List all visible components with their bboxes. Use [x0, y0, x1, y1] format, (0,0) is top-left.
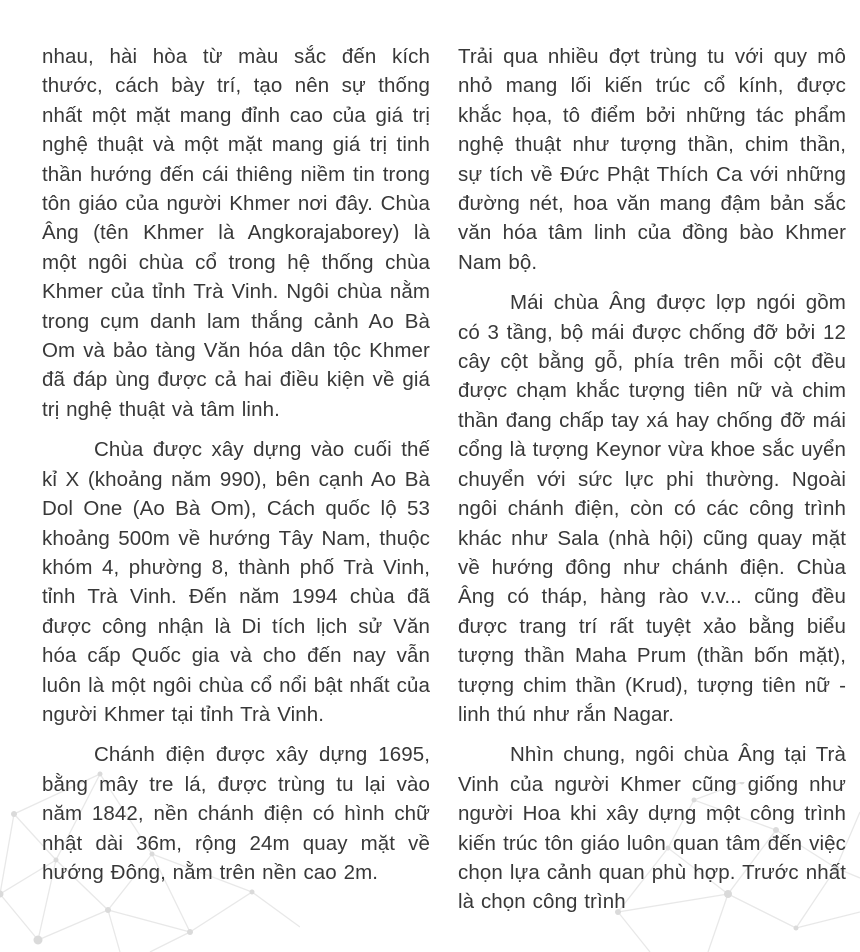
paragraph: nhau, hài hòa từ màu sắc đến kích thước, cách bày trí, tạo nên sự thống nhất một mặt mang đỉnh cao của giá trị nghệ thuật và một mặt mang giá trị tinh thần hướng đến cái thiêng niềm tin trong tôn giáo của người Khmer nơi đây. Chùa Âng (tên Khmer là Angkorajaborey) là một ngôi chùa cổ trong hệ thống chùa Khmer của tỉnh Trà Vinh. Ngôi chùa nằm trong cụm danh lam thắng cảnh Ao Bà Om và bảo tàng Văn hóa dân tộc Khmer đã đáp ùng được cả hai điều kiện về giá trị nghệ thuật và tâm linh. [42, 45, 430, 421]
paragraph: Nhìn chung, ngôi chùa Âng tại Trà Vinh của người Khmer cũng giống như người Hoa khi xây dựng một công trình kiến trúc tôn giáo luôn quan tâm đến việc chọn lựa cảnh quan phù hợp. Trước nhất là chọn công trình [458, 743, 846, 914]
text-column-right [458, 42, 846, 928]
paragraph: Chùa được xây dựng vào cuối thế kỉ X (khoảng năm 990), bên cạnh Ao Bà Dol One (Ao Bà Om), Cách quốc lộ 53 khoảng 500m về hướng Tây Nam, thuộc khóm 4, phường 8, thành phố Trà Vinh, tỉnh Trà Vinh. Đến năm 1994 chùa đã được công nhận là Di tích lịch sử Văn hóa cấp Quốc gia và cho đến nay vẫn luôn là một ngôi chùa cổ nổi bật nhất của người Khmer tại tỉnh Trà Vinh. [42, 438, 430, 726]
text-column-left [42, 42, 430, 928]
paragraph: Trải qua nhiều đợt trùng tu với quy mô nhỏ mang lối kiến trúc cổ kính, được khắc họa, tô điểm bởi những tác phẩm nghệ thuật như tượng thần, chim thần, sự tích về Đức Phật Thích Ca với những đường nét, hoa văn mang đậm bản sắc văn hóa tâm linh của đồng bào Khmer Nam bộ. [458, 45, 846, 274]
paragraph: Mái chùa Âng được lợp ngói gồm có 3 tầng, bộ mái được chống đỡ bởi 12 cây cột bằng gỗ, phía trên mỗi cột đều được chạm khắc tượng tiên nữ và chim thần đang chấp tay xá hay chống đỡ mái cổng là tượng Keynor vừa khoe sắc uyển chuyển với sức lực phi thường. Ngoài ngôi chánh điện, còn có các công trình khác như Sala (nhà hội) cũng quay mặt về hướng đông như chánh điện. Chùa Âng có tháp, hàng rào v.v... cũng đều được trang trí rất tuyệt xảo bằng biểu tượng thần Maha Prum (thần bốn mặt), tượng chim thần (Krud), tượng tiên nữ - linh thú như rắn Nagar. [458, 291, 846, 726]
paragraph: Chánh điện được xây dựng 1695, bằng mây tre lá, được trùng tu lại vào năm 1842, nền chánh điện có hình chữ nhật dài 36m, rộng 24m quay mặt về hướng Đông, nằm trên nền cao 2m. [42, 743, 430, 884]
